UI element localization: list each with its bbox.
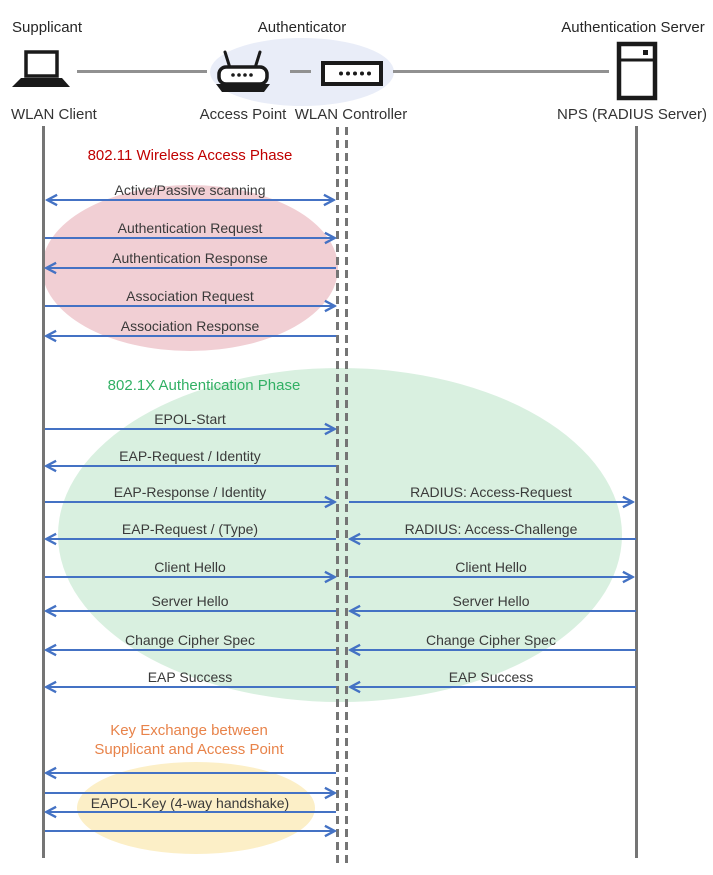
msg-authentication-response: Authentication Response: [112, 250, 268, 266]
msg-client-hello-right: Client Hello: [455, 559, 527, 575]
msg-server-hello-right: Server Hello: [452, 593, 530, 609]
msg-eapol-key: EAPOL-Key (4-way handshake): [90, 795, 290, 811]
node-nps-radius-server: NPS (RADIUS Server): [556, 106, 708, 123]
msg-eap-success-right: EAP Success: [448, 669, 534, 685]
link-wlc-server: [393, 70, 609, 73]
msg-epol-start: EPOL-Start: [154, 411, 226, 427]
phase-title-authentication: 802.1X Authentication Phase: [107, 377, 301, 394]
node-wlan-client: WLAN Client: [11, 106, 97, 123]
msg-eap-request-identity: EAP-Request / Identity: [119, 448, 261, 464]
msg-eap-request-type: EAP-Request / (Type): [121, 521, 259, 537]
access-point-icon: [214, 48, 272, 98]
msg-association-request: Association Request: [126, 288, 254, 304]
phase-title-key-exchange-line1: Key Exchange between: [110, 722, 268, 739]
msg-radius-access-challenge: RADIUS: Access-Challenge: [404, 521, 578, 537]
msg-change-cipher-spec-right: Change Cipher Spec: [426, 632, 556, 648]
role-authentication-server: Authentication Server: [561, 19, 705, 36]
msg-client-hello-left: Client Hello: [154, 559, 226, 575]
msg-eap-response-identity: EAP-Response / Identity: [113, 484, 267, 500]
node-access-point: Access Point: [199, 106, 287, 123]
node-wlan-controller: WLAN Controller: [294, 106, 408, 123]
role-authenticator: Authenticator: [257, 19, 347, 36]
phase-title-key-exchange: [39, 721, 339, 759]
role-supplicant: Supplicant: [12, 19, 83, 36]
phase-title-key-exchange-line2: Supplicant and Access Point: [94, 741, 284, 758]
msg-server-hello-left: Server Hello: [151, 593, 229, 609]
phase-title-wireless-access: 802.11 Wireless Access Phase: [87, 147, 293, 164]
msg-authentication-request: Authentication Request: [117, 220, 263, 236]
wlan-controller-icon: [321, 61, 383, 86]
link-ap-wlc: [290, 70, 311, 73]
server-icon: [616, 41, 658, 101]
msg-eap-success-left: EAP Success: [147, 669, 233, 685]
msg-association-response: Association Response: [120, 318, 260, 334]
laptop-icon: [9, 50, 73, 92]
msg-change-cipher-spec-left: Change Cipher Spec: [125, 632, 255, 648]
msg-active-passive-scanning: Active/Passive scanning: [114, 182, 266, 198]
link-client-ap: [77, 70, 207, 73]
msg-radius-access-request: RADIUS: Access-Request: [410, 484, 572, 500]
